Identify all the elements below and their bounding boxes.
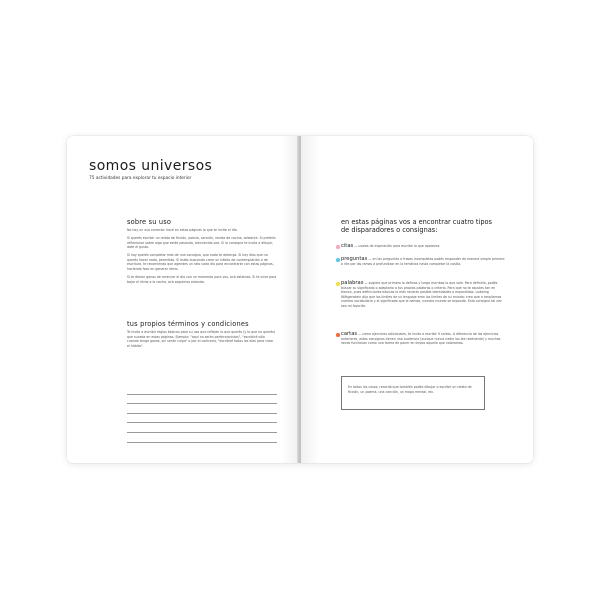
note-box <box>341 376 485 410</box>
item-text: — usalas de inspiración para escribir lo que aparezca. <box>354 244 441 248</box>
yellow-dot-icon <box>336 282 340 286</box>
writing-line[interactable] <box>127 395 277 405</box>
right-heading: en estas páginas vos a encontrar cuatro tipos de disparadores o consignas: <box>341 218 492 235</box>
usage-paragraph: Si querés escribir un relato de ficción, poesía, canción, receta de cocina, adelante. Si preferís reflexionar sobre algo que estés pasando, bienvenido sea. Si lo consigna te invita a dibujar, date el gusto. <box>127 235 276 250</box>
right-page <box>301 136 533 463</box>
item-citas <box>341 244 507 249</box>
writing-line[interactable] <box>127 423 277 433</box>
blue-dot-icon <box>336 258 340 262</box>
usage-paragraph: Si hoy querés completar más de una consigna, que nada te detenga. Si hay días que no querés hacer nada, permitido. Si estás buscando crear un hábito de contemplación o de escritura, te recomiendo que agendes un rato cada día para encontrarte con estas páginas, haciendo foco en generar ritmo. <box>127 253 274 271</box>
usage-paragraphs <box>127 228 277 288</box>
writing-line[interactable] <box>127 385 277 395</box>
usage-paragraph: Si te dieron ganas de arrancar el día con un momento para vos, acá estamos. Si te sirve para bajar el ritmo a la noche, acá seguimos estando. <box>127 274 277 284</box>
page-subtitle: 75 actividades para explorar tu espacio interior <box>89 176 192 181</box>
item-text: — sugiero que primero la definas y luego escribas lo que sale. Para definirla, podés buscar su significado o adaptarlo a tus propias palabras o criterio. Para que no te asustes tan en blanco, pues definiciones básicas lo más neutras posible identidades o expandidas. Ludwing Wittgenstein dijo que los límites de su lenguaje eran los límites de su mundo: creo que a ampliamos nuestro vocabulario y el significado que le damos, nuestro mundo se expande. Esta consigna tal vez sea mi favorita. <box>341 281 502 308</box>
writing-lines[interactable] <box>127 385 277 443</box>
section-heading-usage: sobre su uso <box>127 218 172 226</box>
item-term: cartas <box>341 331 358 337</box>
writing-line[interactable] <box>127 433 277 443</box>
left-page <box>67 136 299 463</box>
item-term: citas <box>341 243 354 249</box>
writing-line[interactable] <box>127 414 277 424</box>
usage-paragraph: No hay un uso correcto: hacé en estas páginas lo que te invite el día. <box>127 228 238 232</box>
page-title: somos universos <box>89 158 213 174</box>
item-text: — en las preguntas o frases incompletas podés responder de manera simple primero o irte por las ramas a profundizar en la temática hasta completar la casilla. <box>341 257 505 266</box>
open-notebook <box>67 136 533 463</box>
pink-dot-icon <box>336 245 340 249</box>
orange-dot-icon <box>336 333 340 337</box>
terms-paragraph: Te invito a escribir reglas básicas para su uso que reflejen lo que querés (y lo que no querés) que suceda en estas páginas. Ejemplo: "aquí no serán perfeccionistas", "escribiré sólo cuando tenga ganas, sin sentir culpa" o por el contrario, "escribiré todos los días para crear el hábito". <box>127 330 276 348</box>
item-cartas <box>341 332 507 346</box>
writing-line[interactable] <box>127 404 277 414</box>
item-preguntas <box>341 257 507 266</box>
item-term: palabras <box>341 280 364 286</box>
item-text: — como ejercicios adicionales, te invito a escribir 9 cartas. A diferencia de los ejercicios anteriores, estas consignas tienen una audiencia (aunque nunca nadie las lea realmente) y muchas veces funcionan como una forma de poner en limpio aquello que valoramos. <box>341 332 501 346</box>
note-text: En todos los casos, recordá que también podés dibujar o escribir un relato de ficción, un poema, una canción, un mapa mental, etc. <box>348 385 472 394</box>
item-palabras <box>341 281 507 309</box>
item-term: preguntas <box>341 256 368 262</box>
right-page-shade <box>301 136 319 463</box>
section-heading-terms: tus propios términos y condiciones <box>127 320 249 328</box>
